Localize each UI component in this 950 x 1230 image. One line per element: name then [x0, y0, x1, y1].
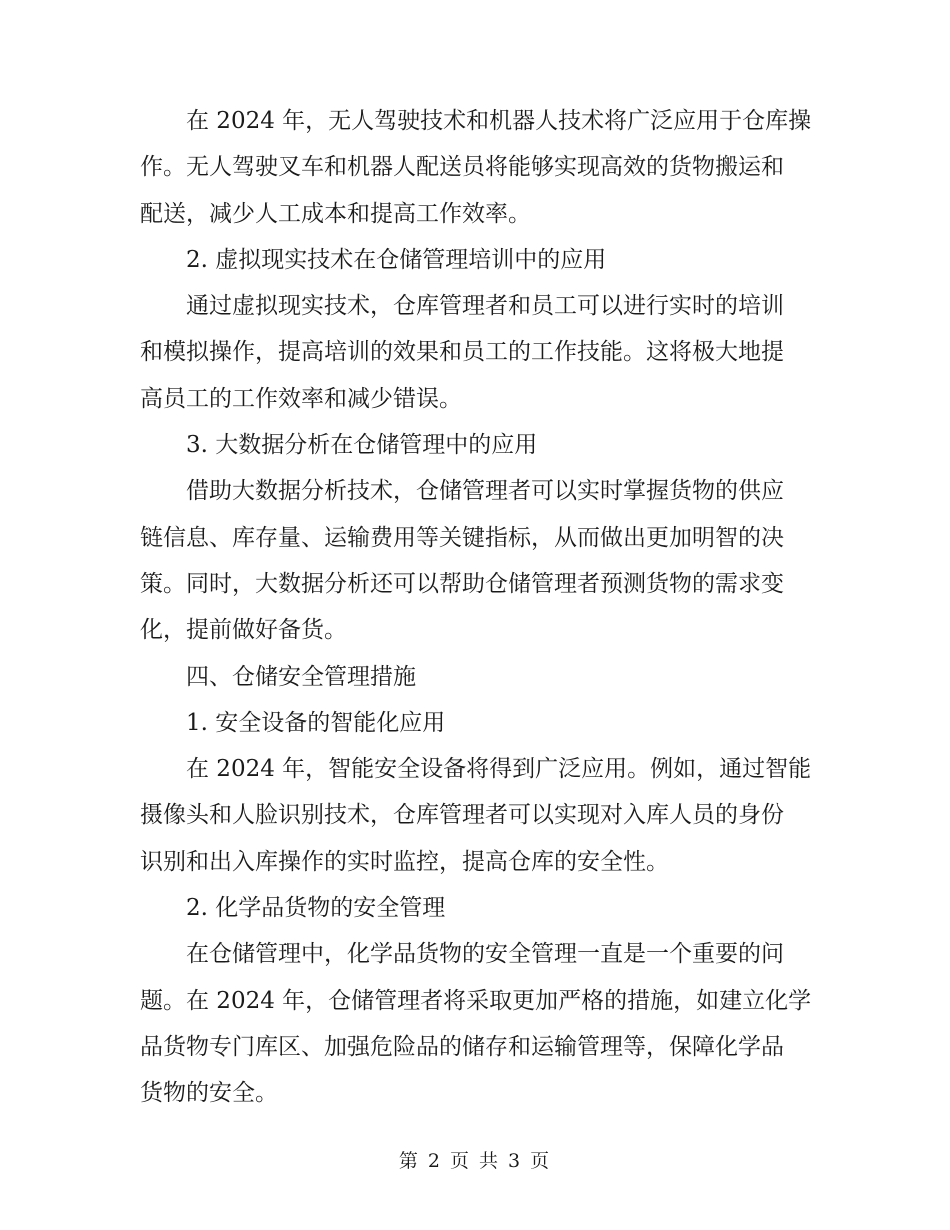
body-line: 在仓储管理中，化学品货物的安全管理一直是一个重要的问: [186, 941, 784, 968]
section-heading: 2. 虚拟现实技术在仓储管理培训中的应用: [186, 246, 607, 273]
body-line: 在 2024 年，智能安全设备将得到广泛应用。例如，通过智能: [186, 756, 812, 783]
body-line: 在 2024 年，无人驾驶技术和机器人技术将广泛应用于仓库操: [186, 108, 812, 134]
body-line: 摄像头和人脸识别技术，仓库管理者可以实现对入库人员的身份: [140, 802, 784, 829]
section-heading: 1. 安全设备的智能化应用: [186, 709, 446, 736]
body-line: 识别和出入库操作的实时监控，提高仓库的安全性。: [140, 848, 669, 875]
body-line: 策。同时，大数据分析还可以帮助仓储管理者预测货物的需求变: [140, 570, 784, 597]
section-heading: 3. 大数据分析在仓储管理中的应用: [186, 432, 538, 459]
body-line: 题。在 2024 年，仓储管理者将采取更加严格的措施，如建立化学: [140, 987, 812, 1014]
section-heading: 2. 化学品货物的安全管理: [186, 895, 446, 922]
body-line: 货物的安全。: [140, 1080, 278, 1107]
body-line: 链信息、库存量、运输费用等关键指标，从而做出更加明智的决: [140, 524, 784, 551]
chapter-heading: 四、仓储安全管理措施: [186, 663, 416, 690]
body-line: 高员工的工作效率和减少错误。: [140, 385, 462, 412]
body-line: 和模拟操作，提高培训的效果和员工的工作技能。这将极大地提: [140, 339, 784, 366]
body-line: 通过虚拟现实技术，仓库管理者和员工可以进行实时的培训: [186, 293, 784, 320]
body-line: 化，提前做好备货。: [140, 617, 347, 644]
body-line: 作。无人驾驶叉车和机器人配送员将能够实现高效的货物搬运和: [140, 154, 784, 181]
body-line: 配送，减少人工成本和提高工作效率。: [140, 200, 531, 227]
body-line: 品货物专门库区、加强危险品的储存和运输管理等，保障化学品: [140, 1033, 784, 1060]
document-body: [140, 98, 812, 1117]
body-line: 借助大数据分析技术，仓储管理者可以实时掌握货物的供应: [186, 478, 784, 505]
page-number-footer: 第 2 页 共 3 页: [398, 1150, 552, 1172]
